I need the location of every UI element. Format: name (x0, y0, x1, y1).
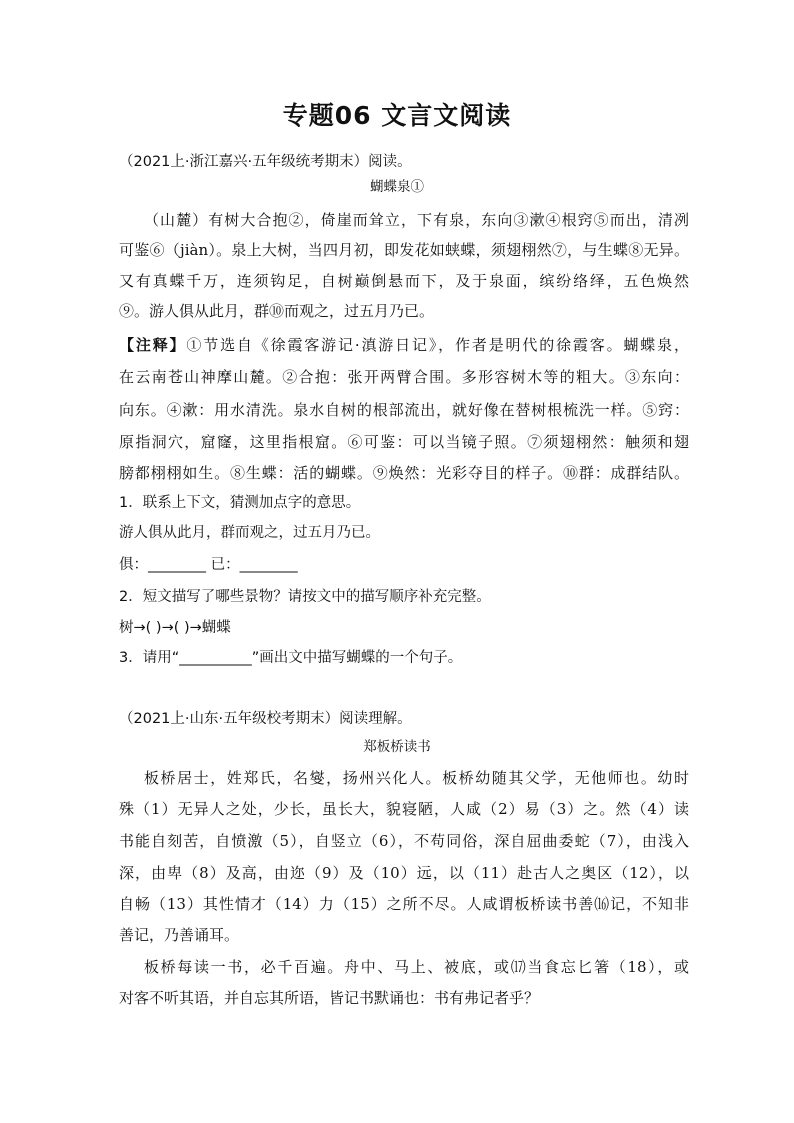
passage2-body-line: 自畅（13）其性情才（14）力（15）之所不尽。人咸谓板桥读书善⒃记，不知非 (119, 895, 689, 913)
passage2-body-line: 对客不听其语，并自忘其所语，皆记书默诵也：书有弗记者乎？ (119, 989, 540, 1007)
notes-label: 【注释】 (119, 336, 187, 354)
notes-line: 在云南苍山神摩山麓。②合抱：张开两臂合围。多形容树木等的粗大。③东向： (119, 368, 689, 386)
passage1-body-line: （山麓）有树大合抱②，倚崖而耸立，下有泉，东向③漱④根窍⑤而出，清冽 (144, 211, 689, 229)
passage2-heading: 郑板桥读书 (363, 739, 431, 755)
question-1-answer-blanks: 俱：________ 已：________ (119, 557, 298, 573)
notes-line: 原指洞穴，窟窿，这里指根窟。⑥可鉴：可以当镜子照。⑦须翅栩然：触须和翅 (119, 433, 689, 451)
passage2-body-line: 殊（1）无异人之处，少长，虽长大，貌寝陋，人咸（2）易（3）之。然（4）读 (119, 800, 689, 818)
passage2-body-line: 深，由卑（8）及高，由迩（9）及（10）远，以（11）赴古人之奥区（12），以 (119, 864, 689, 882)
question-2: 2．短文描写了哪些景物？请按文中的描写顺序补充完整。 (119, 589, 491, 605)
passage1-body-line: ⑨。游人俱从此月，群⑩而观之，过五月乃已。 (119, 302, 435, 320)
passage1-heading: 蝴蝶泉① (370, 179, 424, 195)
passage2-source: （2021上·山东·五年级校考期末）阅读理解。 (119, 711, 412, 727)
question-2-answer-blanks: 树→( )→( )→蝴蝶 (119, 620, 231, 636)
passage2-body-line: 善记，乃善诵耳。 (119, 926, 240, 944)
notes-line: 向东。④漱：用水清洗。泉水自树的根部流出，就好像在替树根梳洗一样。⑤窍： (119, 401, 689, 419)
notes-text: ①节选自《徐霞客游记·滇游日记》，作者是明代的徐霞客。蝴蝶泉， (186, 336, 689, 354)
notes-line (119, 335, 689, 355)
passage2-body-line: 板桥每读一书，必千百遍。舟中、马上、被底，或⒄当食忘匕箸（18），或 (144, 958, 689, 976)
passage1-source: （2021上·浙江嘉兴·五年级统考期末）阅读。 (119, 154, 412, 170)
question-3: 3．请用“__________”画出文中描写蝴蝶的一个句子。 (119, 650, 463, 666)
page-title: 专题06 文言文阅读 (282, 101, 512, 130)
passage1-body-line: 又有真蝶千万，连须钩足，自树巅倒悬而下，及于泉面，缤纷络绎，五色焕然 (119, 272, 689, 290)
passage2-body-line: 板桥居士，姓郑氏，名燮，扬州兴化人。板桥幼随其父学，无他师也。幼时 (144, 769, 689, 787)
question-1-sentence: 游人俱从此月，群而观之，过五月乃已。 (119, 525, 380, 541)
passage2-body-line: 书能自刻苦，自愤激（5），自竖立（6），不苟同俗，深自屈曲委蛇（7），由浅入 (119, 832, 689, 850)
passage1-body-line: 可鉴⑥（jiàn）。泉上大树，当四月初，即发花如蛱蝶，须翅栩然⑦，与生蝶⑧无异。 (119, 241, 689, 259)
question-1: 1．联系上下文，猜测加点字的意思。 (119, 495, 361, 511)
notes-line: 膀都栩栩如生。⑧生蝶：活的蝴蝶。⑨焕然：光彩夺目的样子。⑩群：成群结队。 (119, 464, 689, 482)
